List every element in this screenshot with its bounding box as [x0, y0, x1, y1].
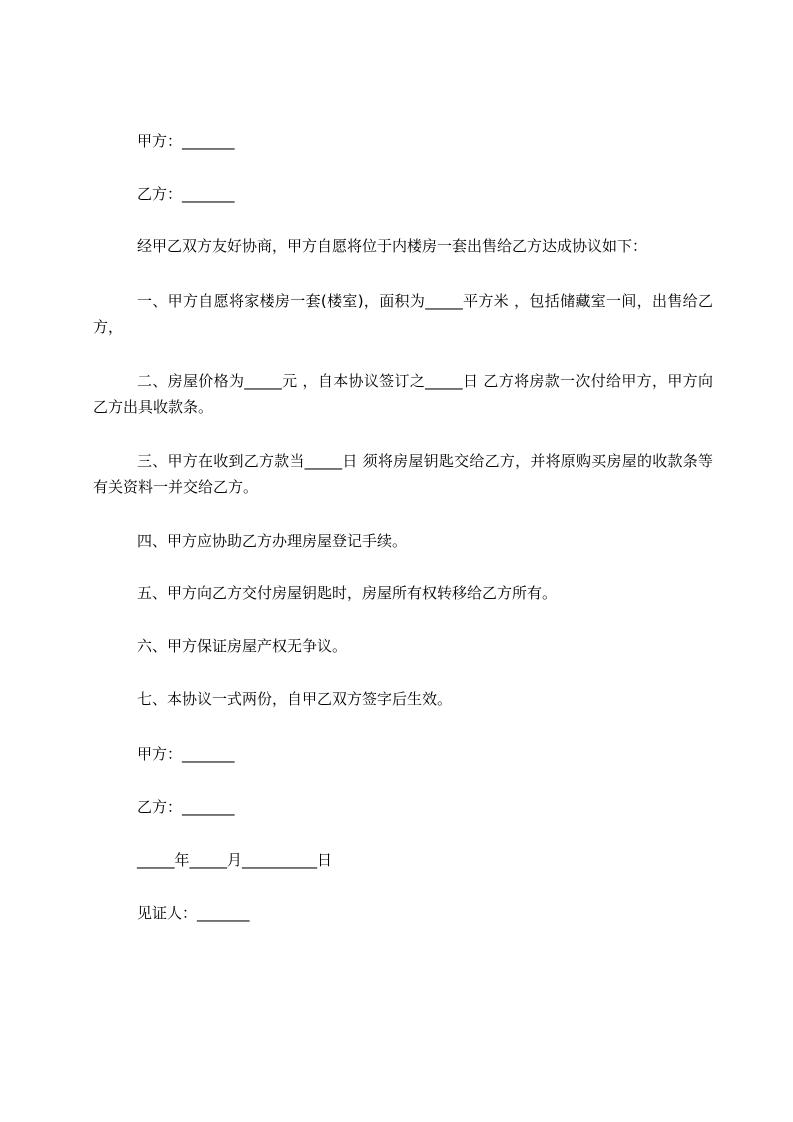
party-a-signature-top: 甲方：_______	[137, 132, 235, 150]
witness-signature: 见证人：_______	[137, 904, 250, 922]
party-a-signature-bottom: 甲方：_______	[137, 745, 235, 763]
clause-5: 五、甲方向乙方交付房屋钥匙时，房屋所有权转移给乙方所有。	[137, 584, 558, 602]
intro-paragraph: 经甲乙双方友好协商，甲方自愿将位于内楼房一套出售给乙方达成协议如下：	[137, 237, 648, 255]
party-b-signature-top: 乙方：_______	[137, 185, 235, 203]
clause-6: 六、甲方保证房屋产权无争议。	[137, 637, 348, 655]
date-line: _____年_____月__________日	[137, 851, 333, 869]
clause-1: 一、甲方自愿将家楼房一套(楼室)，面积为_____平方米 ，包括储藏室一间，出售给乙方，	[93, 292, 713, 336]
clause-2: 二、房屋价格为_____元 ，自本协议签订之_____日 乙方将房款一次付给甲方，甲方向乙方出具收款条。	[93, 372, 713, 416]
clause-7: 七、本协议一式两份，自甲乙双方签字后生效。	[137, 690, 453, 708]
clause-3: 三、甲方在收到乙方款当_____日 须将房屋钥匙交给乙方，并将原购买房屋的收款条等有关资料一并交给乙方。	[93, 452, 713, 496]
clause-4: 四、甲方应协助乙方办理房屋登记手续。	[137, 532, 408, 550]
party-b-signature-bottom: 乙方：_______	[137, 798, 235, 816]
